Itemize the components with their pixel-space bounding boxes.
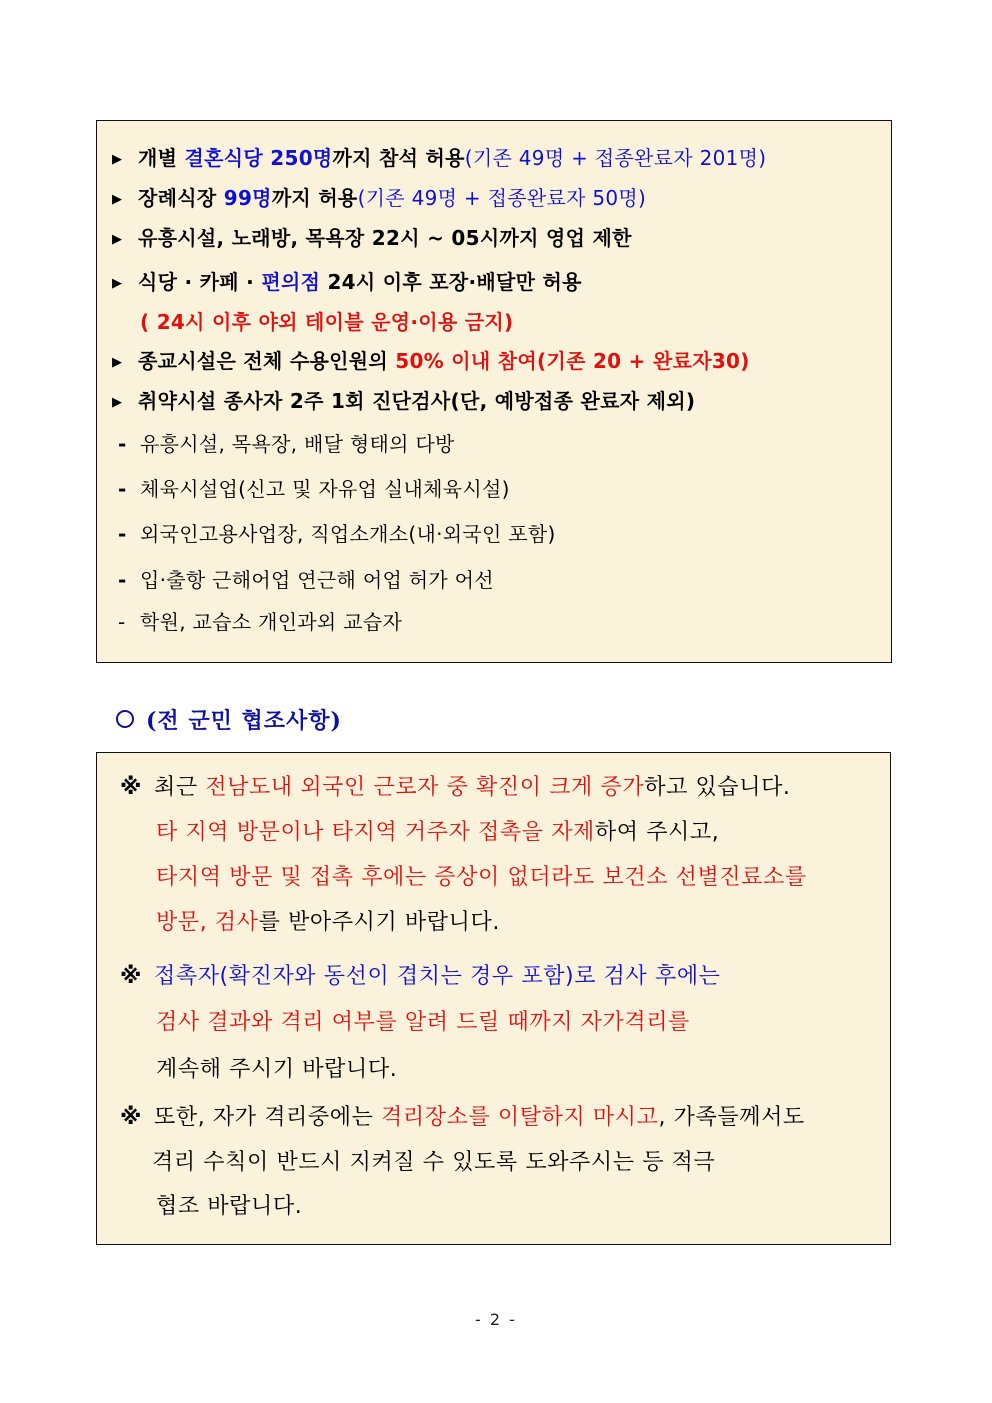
notice-1-line-4: 방문, 검사를 받아주시기 바랍니다. — [156, 910, 500, 935]
notice-3-line-1: ※ 또한, 자가 격리중에는 격리장소를 이탈하지 마시고, 가족들께서도 — [120, 1105, 805, 1130]
notice-1-line-3: 타지역 방문 및 접촉 후에는 증상이 없더라도 보건소 선별진료소를 — [156, 865, 807, 890]
sub-item: - 체육시설업(신고 및 자유업 실내체육시설) — [118, 477, 510, 501]
sub-item: - 입·출항 근해어업 연근해 어업 허가 어선 — [118, 568, 494, 592]
sub-item: - 학원, 교습소 개인과외 교습자 — [118, 610, 403, 634]
reference-mark-icon: ※ — [120, 1105, 142, 1130]
triangle-bullet-icon: ▶ — [112, 232, 123, 247]
page-number: - 2 - — [475, 1310, 517, 1329]
reference-mark-icon: ※ — [120, 775, 142, 800]
dash-marker: - — [118, 568, 127, 592]
notice-2-line-3: 계속해 주시기 바랍니다. — [156, 1057, 398, 1082]
notice-1-line-1: ※ 최근 전남도내 외국인 근로자 중 확진이 크게 증가하고 있습니다. — [120, 775, 791, 800]
notice-2-line-1: ※ 접촉자(확진자와 동선이 겹치는 경우 포함)로 검사 후에는 — [120, 964, 721, 989]
bullet-item-funeral: ▶ 장례식장 99명까지 허용(기존 49명 + 접종완료자 50명) — [112, 185, 646, 213]
triangle-bullet-icon: ▶ — [112, 152, 123, 167]
bullet-item-restaurant: ▶ 식당 · 카페 · 편의점 24시 이후 포장·배달만 허용 — [112, 269, 582, 297]
circle-bullet-icon — [116, 710, 134, 728]
sub-item: - 외국인고용사업장, 직업소개소(내·외국인 포함) — [118, 522, 556, 546]
triangle-bullet-icon: ▶ — [112, 355, 123, 370]
bullet-item-entertainment: ▶ 유흥시설, 노래방, 목욕장 22시 ~ 05시까지 영업 제한 — [112, 225, 632, 253]
sub-item: - 유흥시설, 목욕장, 배달 형태의 다방 — [118, 432, 455, 456]
reference-mark-icon: ※ — [120, 964, 142, 989]
dash-marker: - — [118, 432, 127, 456]
section-heading: (전 군민 협조사항) — [116, 704, 342, 735]
notice-3-line-2: 격리 수칙이 반드시 지켜질 수 있도록 도와주시는 등 적극 — [152, 1150, 716, 1175]
bullet-item-outdoor-table-note: ( 24시 이후 야외 테이블 운영·이용 금지) — [140, 310, 514, 334]
notice-3-line-3: 협조 바랍니다. — [156, 1194, 303, 1219]
dash-marker: - — [118, 522, 127, 546]
triangle-bullet-icon: ▶ — [112, 192, 123, 207]
bullet-item-wedding: ▶ 개별 결혼식당 250명까지 참석 허용(기존 49명 + 접종완료자 201명) — [112, 145, 766, 173]
notice-2-line-2: 검사 결과와 격리 여부를 알려 드릴 때까지 자가격리를 — [156, 1010, 690, 1035]
triangle-bullet-icon: ▶ — [112, 395, 123, 410]
bullet-item-religious: ▶ 종교시설은 전체 수용인원의 50% 이내 참여(기존 20 + 완료자30) — [112, 348, 750, 376]
bullet-item-vulnerable-facilities: ▶ 취약시설 종사자 2주 1회 진단검사(단, 예방접종 완료자 제외) — [112, 388, 695, 416]
notice-1-line-2: 타 지역 방문이나 타지역 거주자 접촉을 자제하여 주시고, — [156, 820, 720, 845]
triangle-bullet-icon: ▶ — [112, 276, 123, 291]
dash-marker: - — [118, 477, 127, 501]
dash-marker: - — [118, 610, 126, 634]
